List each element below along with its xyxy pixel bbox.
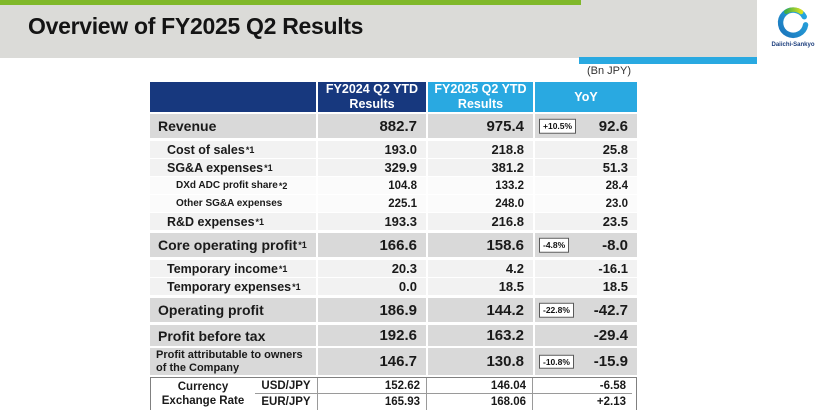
currency-table-label: Currency Exchange Rate xyxy=(161,380,245,407)
eur-fy2024-rate: 165.93 xyxy=(317,394,426,410)
unit-label: (Bn JPY) xyxy=(586,65,631,77)
page-title: Overview of FY2025 Q2 Results xyxy=(28,13,364,39)
company-logo xyxy=(757,0,829,64)
table-row-revenue: Revenue 882.7 975.4 +10.5% 92.6 xyxy=(150,114,637,138)
yoy-badge: +10.5% xyxy=(539,119,576,134)
table-row-dxd-adc-profit-share: DXd ADC profit share *2 104.8 133.2 28.4 xyxy=(150,177,637,194)
results-table xyxy=(150,82,637,375)
table-row-sga-expenses: SG&A expenses *1 329.9 381.2 51.3 xyxy=(150,159,637,176)
header-yoy: YoY xyxy=(535,82,637,112)
yoy-badge: -10.8% xyxy=(539,354,574,369)
table-row-other-sga-expenses: Other SG&A expenses 225.1 248.0 23.0 xyxy=(150,195,637,212)
yoy-badge: -22.8% xyxy=(539,303,574,318)
header-empty-cell xyxy=(150,82,316,112)
eur-yoy-change: +2.13 xyxy=(532,394,632,410)
logo-wordmark: Daiichi-Sankyo xyxy=(771,42,815,48)
green-accent-bar xyxy=(0,0,581,5)
yoy-badge: -4.8% xyxy=(539,238,569,253)
cyan-accent-bar xyxy=(579,57,757,64)
currency-pair: EUR/JPY xyxy=(261,396,311,408)
table-row-cost-of-sales: Cost of sales *1 193.0 218.8 25.8 xyxy=(150,141,637,158)
header-fy2025: FY2025 Q2 YTD Results xyxy=(428,82,533,112)
table-row-temporary-income: Temporary income *1 20.3 4.2 -16.1 xyxy=(150,260,637,277)
usd-fy2024-rate: 152.62 xyxy=(317,378,426,394)
table-row-rd-expenses: R&D expenses *1 193.3 216.8 23.5 xyxy=(150,213,637,230)
table-row-core-operating-profit: Core operating profit *1 166.6 158.6 -4.8% -8.0 xyxy=(150,233,637,257)
usd-fy2025-rate: 146.04 xyxy=(426,378,532,394)
currency-pair: USD/JPY xyxy=(255,378,317,394)
table-row-operating-profit: Operating profit 186.9 144.2 -22.8% -42.7 xyxy=(150,298,637,322)
table-header-row xyxy=(150,82,637,112)
table-row-profit-before-tax: Profit before tax 192.6 163.2 -29.4 xyxy=(150,325,637,346)
table-row-profit-attributable: Profit attributable to owners of the Company 146.7 130.8 -10.8% -15.9 xyxy=(150,348,637,375)
daiichi-sankyo-logo-icon xyxy=(775,5,811,41)
usd-yoy-change: -6.58 xyxy=(532,378,632,394)
eur-fy2025-rate: 168.06 xyxy=(426,394,532,410)
header-fy2024: FY2024 Q2 YTD Results xyxy=(318,82,426,112)
currency-exchange-table xyxy=(150,377,637,410)
table-row-temporary-expenses: Temporary expenses *1 0.0 18.5 18.5 xyxy=(150,278,637,295)
